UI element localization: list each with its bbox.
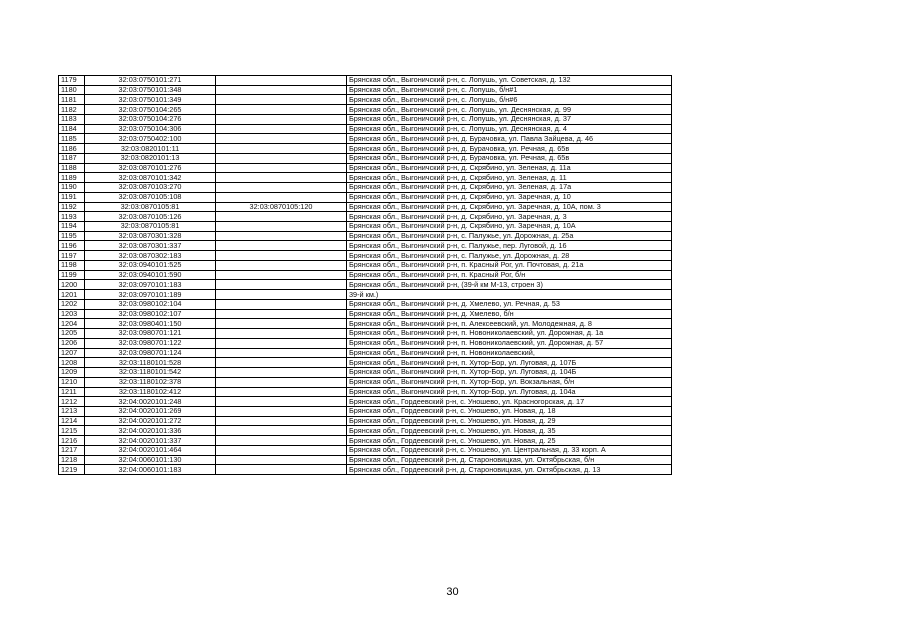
row-number-cell: 1218: [59, 455, 85, 465]
row-number-cell: 1184: [59, 124, 85, 134]
cadastral-number-cell: 32:03:0940101:525: [85, 260, 216, 270]
row-number-cell: 1192: [59, 202, 85, 212]
cadastral-number-cell: 32:03:0750402:100: [85, 134, 216, 144]
table-row: [59, 397, 672, 407]
row-number-cell: 1183: [59, 114, 85, 124]
previous-number-cell: [216, 163, 347, 173]
cadastral-number-cell: 32:03:0750101:271: [85, 76, 216, 86]
row-number-cell: 1214: [59, 416, 85, 426]
cadastral-number-cell: 32:04:0020101:336: [85, 426, 216, 436]
previous-number-cell: [216, 455, 347, 465]
table-row: [59, 124, 672, 134]
previous-number-cell: [216, 144, 347, 154]
previous-number-cell: [216, 134, 347, 144]
cadastral-number-cell: 32:03:0870101:276: [85, 163, 216, 173]
address-cell: 39-й км.): [347, 290, 672, 300]
address-cell: Брянская обл., Выгоничский р-н, д. Скрябино, ул. Заречная, д. 10: [347, 192, 672, 202]
previous-number-cell: [216, 309, 347, 319]
table-row: [59, 134, 672, 144]
address-cell: Брянская обл., Выгоничский р-н, п. Новониколаевский, ул. Дорожная, д. 57: [347, 338, 672, 348]
row-number-cell: 1212: [59, 397, 85, 407]
row-number-cell: 1189: [59, 173, 85, 183]
row-number-cell: 1198: [59, 260, 85, 270]
previous-number-cell: [216, 173, 347, 183]
row-number-cell: 1206: [59, 338, 85, 348]
page-number: 30: [446, 586, 459, 598]
address-cell: Брянская обл., Гордеевский р-н, с. Уношево, ул. Новая, д. 29: [347, 416, 672, 426]
previous-number-cell: [216, 416, 347, 426]
table-row: [59, 436, 672, 446]
table-row: [59, 202, 672, 212]
cadastral-number-cell: 32:03:0970101:183: [85, 280, 216, 290]
row-number-cell: 1204: [59, 319, 85, 329]
table-row: [59, 212, 672, 222]
row-number-cell: 1199: [59, 270, 85, 280]
table-row: [59, 329, 672, 339]
cadastral-number-cell: 32:03:1180102:378: [85, 377, 216, 387]
cadastral-number-cell: 32:03:0980401:150: [85, 319, 216, 329]
previous-number-cell: [216, 124, 347, 134]
previous-number-cell: [216, 436, 347, 446]
previous-number-cell: [216, 290, 347, 300]
address-cell: Брянская обл., Выгоничский р-н, с. Лопушь, б/н#1: [347, 85, 672, 95]
table-row: [59, 387, 672, 397]
previous-number-cell: [216, 299, 347, 309]
row-number-cell: 1200: [59, 280, 85, 290]
table-row: [59, 455, 672, 465]
address-cell: Брянская обл., Выгоничский р-н, п. Красный Рог, ул. Почтовая, д. 21а: [347, 260, 672, 270]
previous-number-cell: [216, 445, 347, 455]
table-row: [59, 338, 672, 348]
address-cell: Брянская обл., Выгоничский р-н, с. Лопушь, ул. Деснянская, д. 37: [347, 114, 672, 124]
previous-number-cell: [216, 105, 347, 115]
table-row: [59, 222, 672, 232]
cadastral-number-cell: 32:03:0870105:126: [85, 212, 216, 222]
address-cell: Брянская обл., Гордеевский р-н, с. Уношево, ул. Центральная, д. 33 корп. А: [347, 445, 672, 455]
cadastral-number-cell: 32:03:0750104:306: [85, 124, 216, 134]
row-number-cell: 1181: [59, 95, 85, 105]
row-number-cell: 1193: [59, 212, 85, 222]
row-number-cell: 1211: [59, 387, 85, 397]
cadastral-number-cell: 32:03:0750101:348: [85, 85, 216, 95]
table-row: [59, 368, 672, 378]
address-cell: Брянская обл., Выгоничский р-н, с. Лопушь, ул. Деснянская, д. 4: [347, 124, 672, 134]
cadastral-number-cell: 32:04:0020101:337: [85, 436, 216, 446]
row-number-cell: 1219: [59, 465, 85, 475]
table-row: [59, 377, 672, 387]
address-cell: Брянская обл., Выгоничский р-н, п. Хутор-Бор, ул. Вокзальная, б/н: [347, 377, 672, 387]
address-cell: Брянская обл., Выгоничский р-н, д. Бурачовка, ул. Речная, д. 65в: [347, 144, 672, 154]
table-row: [59, 445, 672, 455]
row-number-cell: 1205: [59, 329, 85, 339]
address-cell: Брянская обл., Гордеевский р-н, с. Уношево, ул. Красногорская, д. 17: [347, 397, 672, 407]
table-row: [59, 114, 672, 124]
cadastral-number-cell: 32:03:0820101:13: [85, 153, 216, 163]
previous-number-cell: [216, 241, 347, 251]
address-cell: Брянская обл., Выгоничский р-н, п. Хутор-Бор, ул. Луговая, д. 104а: [347, 387, 672, 397]
previous-number-cell: [216, 114, 347, 124]
previous-number-cell: [216, 329, 347, 339]
row-number-cell: 1210: [59, 377, 85, 387]
row-number-cell: 1180: [59, 85, 85, 95]
row-number-cell: 1187: [59, 153, 85, 163]
row-number-cell: 1213: [59, 406, 85, 416]
cadastral-number-cell: 32:04:0020101:272: [85, 416, 216, 426]
cadastral-number-cell: 32:03:0820101:11: [85, 144, 216, 154]
address-cell: Брянская обл., Выгоничский р-н, д. Скрябино, ул. Зеленая, д. 11: [347, 173, 672, 183]
previous-number-cell: [216, 377, 347, 387]
address-cell: Брянская обл., Гордеевский р-н, д. Староновицкая, ул. Октябрьская, д. 13: [347, 465, 672, 475]
address-cell: Брянская обл., Выгоничский р-н, с. Палужье, ул. Дорожная, д. 25а: [347, 231, 672, 241]
table-row: [59, 358, 672, 368]
cadastral-number-cell: 32:03:0870101:342: [85, 173, 216, 183]
previous-number-cell: [216, 368, 347, 378]
table-row: [59, 153, 672, 163]
address-cell: Брянская обл., Выгоничский р-н, д. Бурачовка, ул. Павла Зайцева, д. 46: [347, 134, 672, 144]
row-number-cell: 1203: [59, 309, 85, 319]
previous-number-cell: [216, 222, 347, 232]
previous-number-cell: [216, 348, 347, 358]
previous-number-cell: 32:03:0870105:120: [216, 202, 347, 212]
row-number-cell: 1186: [59, 144, 85, 154]
row-number-cell: 1179: [59, 76, 85, 86]
address-cell: Брянская обл., Гордеевский р-н, с. Уношево, ул. Новая, д. 18: [347, 406, 672, 416]
cadastral-number-cell: 32:03:0970101:189: [85, 290, 216, 300]
cadastral-number-cell: 32:03:0980701:121: [85, 329, 216, 339]
address-cell: Брянская обл., Выгоничский р-н, д. Хмелево, б/н: [347, 309, 672, 319]
previous-number-cell: [216, 192, 347, 202]
table-row: [59, 76, 672, 86]
row-number-cell: 1190: [59, 183, 85, 193]
previous-number-cell: [216, 183, 347, 193]
previous-number-cell: [216, 387, 347, 397]
row-number-cell: 1196: [59, 241, 85, 251]
table-row: [59, 105, 672, 115]
cadastral-number-cell: 32:04:0020101:248: [85, 397, 216, 407]
address-cell: Брянская обл., Гордеевский р-н, д. Староновицкая, ул. Октябрьская, б/н: [347, 455, 672, 465]
address-cell: Брянская обл., Выгоничский р-н, с. Лопушь, ул. Советская, д. 132: [347, 76, 672, 86]
previous-number-cell: [216, 153, 347, 163]
table-row: [59, 251, 672, 261]
row-number-cell: 1208: [59, 358, 85, 368]
previous-number-cell: [216, 338, 347, 348]
table-row: [59, 260, 672, 270]
previous-number-cell: [216, 270, 347, 280]
previous-number-cell: [216, 251, 347, 261]
address-cell: Брянская обл., Выгоничский р-н, п. Новониколаевский, ул. Дорожная, д. 1а: [347, 329, 672, 339]
table-row: [59, 309, 672, 319]
table-row: [59, 95, 672, 105]
address-cell: Брянская обл., Выгоничский р-н, п. Новониколаевский,: [347, 348, 672, 358]
address-cell: Брянская обл., Выгоничский р-н, с. Палужье, ул. Дорожная, д. 28: [347, 251, 672, 261]
previous-number-cell: [216, 319, 347, 329]
row-number-cell: 1202: [59, 299, 85, 309]
cadastral-number-cell: 32:04:0020101:269: [85, 406, 216, 416]
row-number-cell: 1195: [59, 231, 85, 241]
previous-number-cell: [216, 212, 347, 222]
row-number-cell: 1216: [59, 436, 85, 446]
row-number-cell: 1215: [59, 426, 85, 436]
table-row: [59, 406, 672, 416]
row-number-cell: 1207: [59, 348, 85, 358]
cadastral-number-cell: 32:03:0870105:81: [85, 202, 216, 212]
previous-number-cell: [216, 231, 347, 241]
table-row: [59, 299, 672, 309]
address-cell: Брянская обл., Выгоничский р-н, д. Хмелево, ул. Речная, д. 53: [347, 299, 672, 309]
cadastral-number-cell: 32:03:0980701:124: [85, 348, 216, 358]
address-cell: Брянская обл., Выгоничский р-н, д. Скрябино, ул. Заречная, д. 3: [347, 212, 672, 222]
address-cell: Брянская обл., Выгоничский р-н, п. Красный Рог, б/н: [347, 270, 672, 280]
previous-number-cell: [216, 85, 347, 95]
row-number-cell: 1191: [59, 192, 85, 202]
address-cell: Брянская обл., Выгоничский р-н, (39-й км М-13, строен 3): [347, 280, 672, 290]
cadastral-number-cell: 32:03:1180101:542: [85, 368, 216, 378]
address-cell: Брянская обл., Выгоничский р-н, с. Лопушь, ул. Деснянская, д. 99: [347, 105, 672, 115]
cadastral-number-cell: 32:04:0020101:464: [85, 445, 216, 455]
address-cell: Брянская обл., Выгоничский р-н, с. Палужье, пер. Луговой, д. 16: [347, 241, 672, 251]
row-number-cell: 1201: [59, 290, 85, 300]
address-cell: Брянская обл., Выгоничский р-н, п. Хутор-Бор, ул. Луговая, д. 104Б: [347, 368, 672, 378]
table-row: [59, 241, 672, 251]
table-row: [59, 319, 672, 329]
table-row: [59, 280, 672, 290]
table-row: [59, 192, 672, 202]
cadastral-number-cell: 32:03:1180101:528: [85, 358, 216, 368]
cadastral-number-cell: 32:03:0870301:337: [85, 241, 216, 251]
address-cell: Брянская обл., Выгоничский р-н, д. Скрябино, ул. Зеленая, д. 11а: [347, 163, 672, 173]
row-number-cell: 1217: [59, 445, 85, 455]
table-row: [59, 270, 672, 280]
row-number-cell: 1194: [59, 222, 85, 232]
address-cell: Брянская обл., Выгоничский р-н, д. Бурачовка, ул. Речная, д. 65в: [347, 153, 672, 163]
row-number-cell: 1182: [59, 105, 85, 115]
cadastral-number-cell: 32:03:0940101:590: [85, 270, 216, 280]
address-cell: Брянская обл., Выгоничский р-н, д. Скрябино, ул. Зеленая, д. 17а: [347, 183, 672, 193]
address-cell: Брянская обл., Гордеевский р-н, с. Уношево, ул. Новая, д. 25: [347, 436, 672, 446]
table-row: [59, 183, 672, 193]
cadastral-number-cell: 32:03:0870103:270: [85, 183, 216, 193]
cadastral-number-cell: 32:03:0750104:265: [85, 105, 216, 115]
previous-number-cell: [216, 465, 347, 475]
address-cell: Брянская обл., Выгоничский р-н, п. Алексеевский, ул. Молодежная, д. 8: [347, 319, 672, 329]
table-row: [59, 348, 672, 358]
previous-number-cell: [216, 406, 347, 416]
cadastral-number-cell: 32:03:0870302:183: [85, 251, 216, 261]
table-row: [59, 426, 672, 436]
cadastral-number-cell: 32:03:0870301:328: [85, 231, 216, 241]
table-row: [59, 163, 672, 173]
address-cell: Брянская обл., Выгоничский р-н, с. Лопушь, б/н#6: [347, 95, 672, 105]
address-cell: Брянская обл., Гордеевский р-н, с. Уношево, ул. Новая, д. 35: [347, 426, 672, 436]
cadastral-number-cell: 32:03:0750104:276: [85, 114, 216, 124]
cadastral-number-cell: 32:03:0980701:122: [85, 338, 216, 348]
registry-table-body: [59, 76, 672, 475]
cadastral-number-cell: 32:03:1180102:412: [85, 387, 216, 397]
cadastral-number-cell: 32:03:0980102:104: [85, 299, 216, 309]
table-row: [59, 231, 672, 241]
previous-number-cell: [216, 397, 347, 407]
previous-number-cell: [216, 358, 347, 368]
cadastral-number-cell: 32:03:0750101:349: [85, 95, 216, 105]
previous-number-cell: [216, 280, 347, 290]
table-row: [59, 465, 672, 475]
cadastral-number-cell: 32:03:0870105:81: [85, 222, 216, 232]
table-row: [59, 416, 672, 426]
previous-number-cell: [216, 76, 347, 86]
row-number-cell: 1197: [59, 251, 85, 261]
cadastral-number-cell: 32:04:0060101:183: [85, 465, 216, 475]
address-cell: Брянская обл., Выгоничский р-н, д. Скрябино, ул. Заречная, д. 10А: [347, 222, 672, 232]
row-number-cell: 1185: [59, 134, 85, 144]
row-number-cell: 1209: [59, 368, 85, 378]
cadastral-number-cell: 32:03:0980102:107: [85, 309, 216, 319]
property-registry-table: [58, 75, 672, 475]
table-row: [59, 173, 672, 183]
table-row: [59, 144, 672, 154]
cadastral-number-cell: 32:03:0870105:108: [85, 192, 216, 202]
cadastral-number-cell: 32:04:0060101:130: [85, 455, 216, 465]
previous-number-cell: [216, 426, 347, 436]
table-row: [59, 290, 672, 300]
previous-number-cell: [216, 260, 347, 270]
previous-number-cell: [216, 95, 347, 105]
row-number-cell: 1188: [59, 163, 85, 173]
table-row: [59, 85, 672, 95]
address-cell: Брянская обл., Выгоничский р-н, п. Хутор-Бор, ул. Луговая, д. 107Б: [347, 358, 672, 368]
address-cell: Брянская обл., Выгоничский р-н, д. Скрябино, ул. Заречная, д. 10А, пом. 3: [347, 202, 672, 212]
